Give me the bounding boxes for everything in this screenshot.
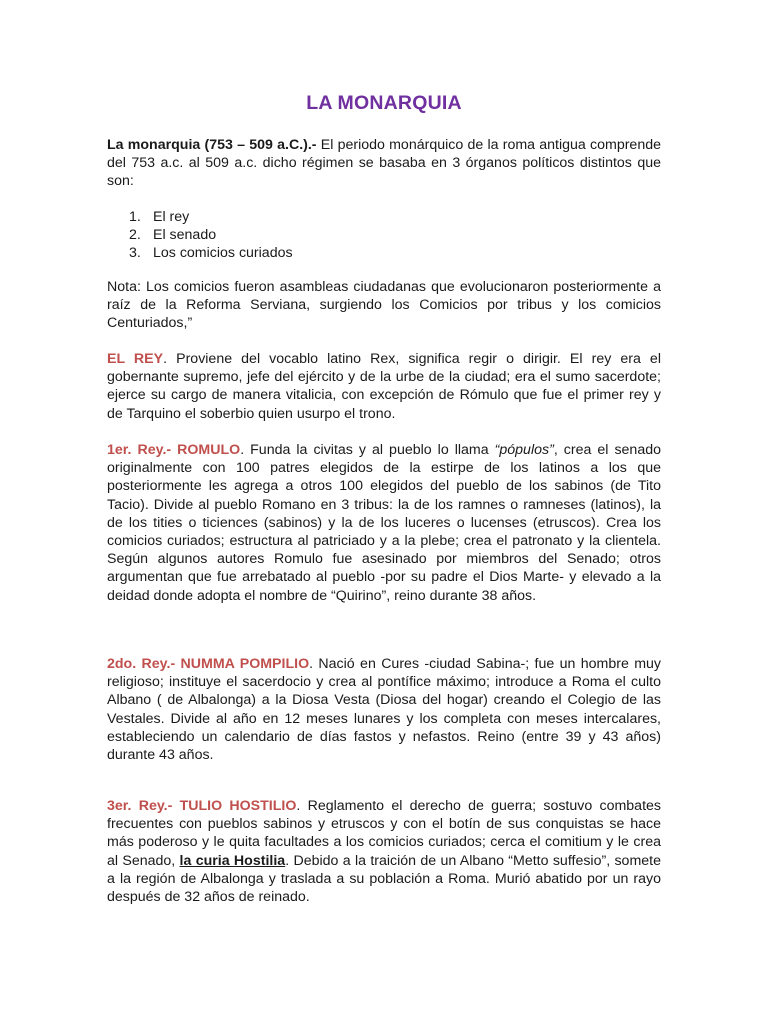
list-number: 1.	[129, 209, 141, 225]
note-paragraph: Nota: Los comicios fueron asambleas ciudadanas que evolucionaron posteriormente a raíz de la Reforma Serviana, surgiendo los Comicios por tribus y los comicios Centuriados,”	[107, 279, 661, 332]
el-rey-paragraph	[107, 350, 661, 423]
intro-lead: La monarquia (753 – 509 a.C.).-	[107, 137, 317, 153]
rey2-paragraph	[107, 655, 661, 764]
rey2-heading: 2do. Rey.- NUMMA POMPILIO	[107, 656, 310, 672]
intro-paragraph	[107, 136, 661, 191]
rey3-paragraph	[107, 797, 661, 906]
curia-hostilia-text: la curia Hostilia	[179, 852, 286, 869]
list-item	[129, 226, 293, 244]
organs-list	[107, 208, 293, 263]
rey1-text-a: . Funda la civitas y al pueblo lo llama	[240, 442, 495, 458]
rey3-text-a: . Reglamento el derecho de guerra; sostuvo combates frecuentes con pueblos sabinos y etruscos y con el botín de sus conquistas se hace más poderoso y le quita facultades a los comicios curiados; cerca el comitium y le crea al Senado,	[107, 798, 661, 869]
el-rey-text: . Proviene del vocablo latino Rex, significa regir o dirigir. El rey era el gobernante supremo, jefe del ejército y de la urbe de la ciudad; era el sumo sacerdote; ejerce su cargo de manera vitalicia, con excepción de Rómulo que fue el primer rey y de Tarquino el soberbio quien usurpo el trono.	[107, 351, 661, 422]
page-title: LA MONARQUIA	[306, 92, 462, 114]
list-item	[129, 244, 293, 262]
rey1-text-b: , crea el senado originalmente con 100 patres elegidos de la estirpe de los latinos a los que posteriormente les agrega a otros 100 elegidos del pueblo de los sabinos (de Tito Tacio). Divide al pueblo Romano en 3 tribus: la de los ramnes o ramneses (latinos), la de los tities o ticiences (sabinos) y la de los luceres o lucenses (etruscos). Crea los comicios curiados; estructura al patriciado y a la plebe; crea el patronato y la clientela. Según algunos autores Romulo fue asesinado por miembros del Senado; otros argumentan que fue arrebatado al pueblo -por su padre el Dios Marte- y elevado a la deidad donde adopta el nombre de “Quirino”, reino durante 38 años.	[107, 442, 661, 604]
rey1-italic: “pópulos”	[494, 442, 554, 458]
rey1-paragraph	[107, 441, 661, 605]
rey3-heading: 3er. Rey.- TULIO HOSTILIO	[107, 798, 297, 814]
rey1-heading: 1er. Rey.- ROMULO	[107, 442, 241, 458]
el-rey-heading: EL REY	[107, 351, 164, 367]
list-label: El rey	[153, 209, 190, 225]
list-number: 2.	[129, 227, 141, 244]
list-label: Los comicios curiados	[153, 245, 293, 262]
list-number: 3.	[129, 245, 141, 262]
intro-text: El periodo monárquico de la roma antigua comprende del 753 a.c. al 509 a.c. dicho régimen se basaba en 3 órganos políticos distintos que son:	[107, 137, 661, 190]
rey2-text: . Nació en Cures -ciudad Sabina-; fue un hombre muy religioso; instituye el sacerdocio y crea al pontífice máximo; introduce a Roma el culto Albano ( de Albalonga) a la Diosa Vesta (Diosa del hogar) creando el Colegio de las Vestales. Divide al año en 12 meses lunares y los completa con meses intercalares, estableciendo un calendario de días fastos y nefastos. Reino (entre 39 y 43 años) durante 43 años.	[107, 656, 661, 764]
list-item	[129, 208, 293, 226]
list-label: El senado	[153, 227, 217, 244]
rey3-text-b: . Debido a la traición de un Albano “Metto suffesio”, somete a la región de Albalonga y traslada a su población a Roma. Murió abatido por un rayo después de 32 años de reinado.	[107, 852, 661, 906]
